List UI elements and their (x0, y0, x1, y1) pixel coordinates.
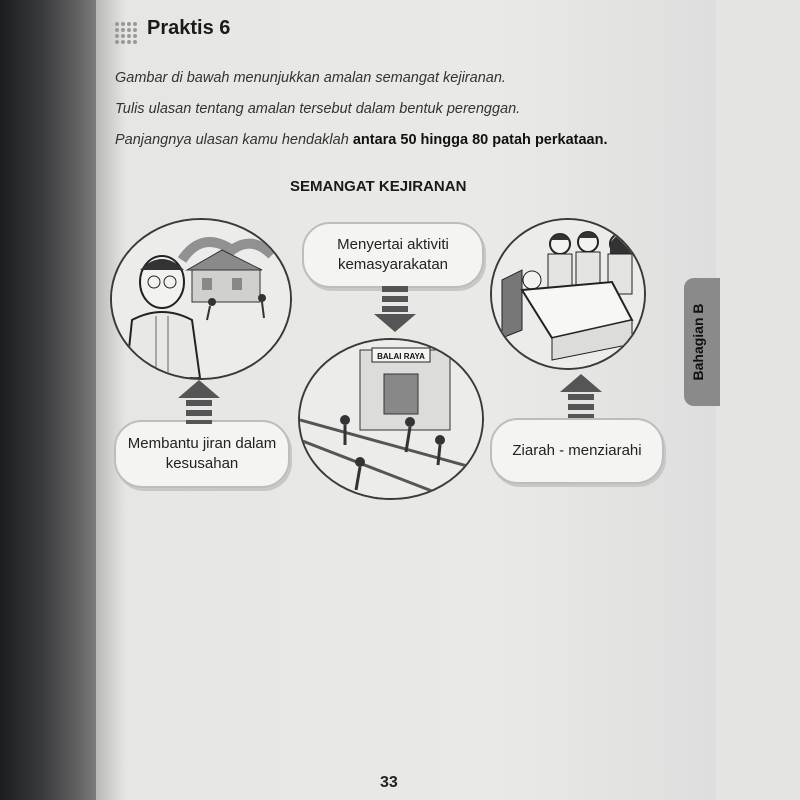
arrow-down-icon (374, 286, 416, 332)
page-title: Praktis 6 (147, 17, 231, 39)
page-number: 33 (380, 774, 398, 791)
word-count-requirement: antara 50 hingga 80 patah perkataan. (352, 132, 608, 148)
section-tab-label: Bahagian B (690, 303, 706, 381)
arrow-up-icon (178, 380, 220, 424)
bubble-community-activity: Menyertai aktiviti kemasyarakatan (302, 222, 484, 288)
instruction-line-3-text: Panjangnya ulasan kamu hendaklah (115, 132, 353, 148)
diagram-heading: SEMANGAT KEJIRANAN (290, 178, 467, 195)
instruction-line-2: Tulis ulasan tentang amalan tersebut dalam bentuk perenggan. (115, 101, 521, 117)
arrow-up-icon (560, 374, 602, 418)
instruction-line-1: Gambar di bawah menunjukkan amalan semangat kejiranan. (115, 70, 506, 86)
bubble-visiting: Ziarah - menziarahi (490, 418, 664, 484)
balai-raya-sign: BALAI RAYA (377, 352, 425, 361)
bubble-help-neighbour: Membantu jiran dalam kesusahan (114, 420, 290, 488)
